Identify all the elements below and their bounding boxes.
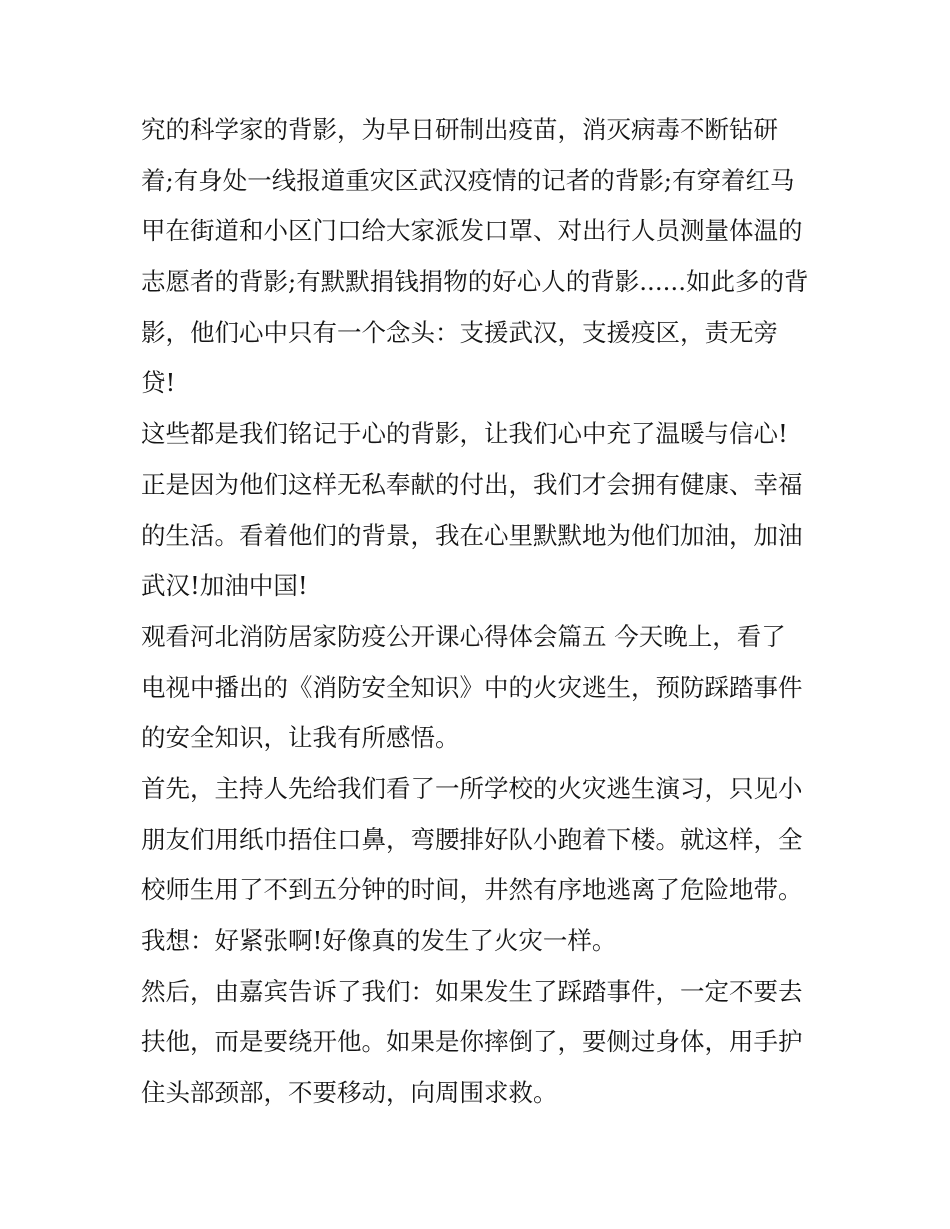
text-line: 首先，主持人先给我们看了一所学校的火灾逃生演习，只见小: [141, 773, 803, 803]
text-line: 正是因为他们这样无私奉献的付出，我们才会拥有健康、幸福: [141, 469, 803, 499]
text-line: 究的科学家的背影，为早日研制出疫苗，消灭病毒不断钻研: [141, 115, 778, 144]
text-line: 朋友们用纸巾捂住口鼻，弯腰排好队小跑着下楼。就这样，全: [141, 824, 803, 854]
text-line: 电视中播出的《消防安全知识》中的火灾逃生，预防踩踏事件: [141, 672, 803, 702]
text-line: 观看河北消防居家防疫公开课心得体会篇五 今天晚上，看了: [141, 621, 786, 651]
text-line: 的生活。看着他们的背景，我在心里默默地为他们加油，加油: [141, 520, 803, 550]
text-line: 贷!: [141, 368, 176, 398]
text-line: 住头部颈部，不要移动，向周围求救。: [141, 1078, 558, 1108]
text-line: 甲在街道和小区门口给大家派发口罩、对出行人员测量体温的: [141, 216, 803, 246]
text-line: 影，他们心中只有一个念头：支援武汉，支援疫区，责无旁: [141, 317, 778, 347]
text-line: 然后，由嘉宾告诉了我们：如果发生了踩踏事件，一定不要去: [141, 976, 803, 1006]
text-line: 着;有身处一线报道重灾区武汉疫情的记者的背影;有穿着红马: [141, 165, 795, 195]
text-line: 扶他，而是要绕开他。如果是你摔倒了，要侧过身体，用手护: [141, 1027, 803, 1057]
text-line: 我想：好紧张啊!好像真的发生了火灾一样。: [141, 926, 617, 955]
text-line: 志愿者的背影;有默默捐钱捐物的好心人的背影......如此多的背: [141, 267, 809, 297]
text-line: 这些都是我们铭记于心的背影，让我们心中充了温暖与信心!: [141, 419, 788, 449]
body-text: [141, 105, 821, 1119]
text-line: 校师生用了不到五分钟的时间，井然有序地逃离了危险地带。: [141, 875, 803, 905]
text-line: 武汉!加油中国!: [141, 571, 308, 601]
text-line: 的安全知识，让我有所感悟。: [141, 723, 460, 753]
